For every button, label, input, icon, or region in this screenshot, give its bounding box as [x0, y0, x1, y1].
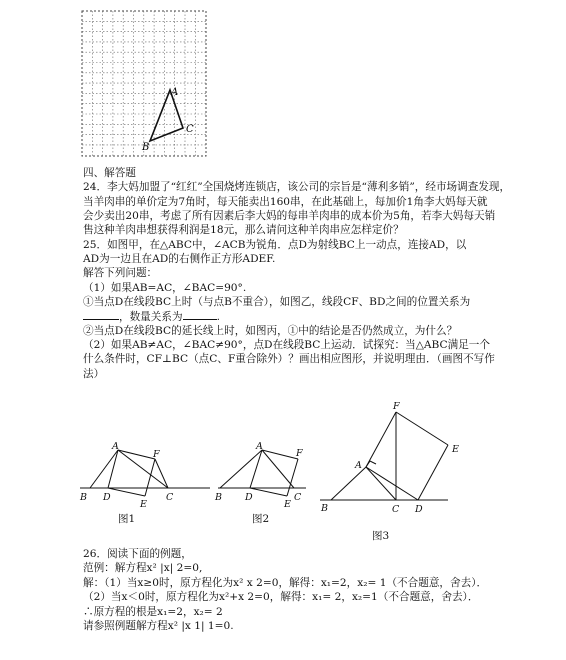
q25-part1-header: （1）如果AB=AC，∠BAC=90°. — [83, 282, 247, 294]
q24-line-4: 售这种羊肉串想获得利润是18元，那么请问这种羊肉串应怎样定价？ — [83, 224, 404, 236]
q25-line-3: 解答下列问题： — [83, 267, 158, 279]
fig1-line-de — [108, 488, 145, 496]
fig3-label-e: E — [452, 444, 459, 455]
fig2-line-de — [250, 488, 287, 496]
grid-label-a: A — [171, 87, 179, 98]
fig3-line-ed — [418, 445, 448, 500]
fig2-label-e: E — [284, 499, 291, 510]
fig3-label-b: B — [321, 503, 328, 514]
q25-part1-b: ②当点D在线段BC的延长线上时，如图丙，①中的结论是否仍然成立，为什么？ — [83, 325, 458, 337]
fig2-line-fa — [262, 450, 298, 459]
q26-solution-2: （2）当x＜0时，原方程化为x²+x 2=0，解得：x₁= 2，x₂=1（不合题意，舍去）． — [83, 591, 479, 603]
fig1-label-d: D — [103, 492, 111, 503]
figure-1 — [80, 450, 210, 496]
fig1-label-e: E — [140, 499, 147, 510]
q25-part1-a-end: . — [216, 311, 220, 323]
q25-part1-a-line1: ①当点D在线段BC上时（与点B不重合），如图乙，线段CF、BD之间的位置关系为 — [83, 296, 471, 308]
q25-part2-line-3: 法） — [83, 368, 105, 380]
fig3-label-d: D — [415, 504, 423, 515]
answer-blank-position[interactable] — [83, 310, 119, 320]
fig3-label-f: F — [393, 401, 400, 412]
q24-line-3: 会少卖出20串，考虑了所有因素后李大妈的每串羊肉串的成本价为5角，若李大妈每天销 — [83, 210, 496, 222]
fig1-caption: 图1 — [118, 513, 136, 525]
fig2-label-f: F — [296, 448, 303, 459]
q24-line-2: 当羊肉串的单价定为7角时，每天能卖出160串，在此基础上，每加价1角李大妈每天就 — [83, 196, 488, 208]
fig2-label-a: A — [256, 441, 263, 452]
q26-task: 请参照例题解方程x² |x 1| 1=0. — [83, 620, 234, 632]
q25-part2-line-1: （2）如果AB≠AC，∠BAC≠90°，点D在线段BC上运动．试探究：当△ABC满足一个 — [83, 339, 490, 351]
grid-label-b: B — [142, 142, 150, 153]
fig3-line-fe — [396, 412, 448, 445]
fig3-line-af — [366, 412, 396, 467]
fig2-line-ef — [287, 459, 298, 496]
fig2-label-b: B — [215, 492, 222, 503]
fig3-caption: 图3 — [372, 530, 390, 542]
fig2-line-ac — [262, 450, 294, 488]
q26-roots: ∴原方程的根是x₁=2，x₂= 2 — [83, 606, 223, 618]
answer-blank-quantity[interactable] — [183, 310, 217, 320]
q26-title: 26．阅读下面的例题， — [83, 548, 192, 560]
figure-2 — [218, 450, 306, 496]
fig2-label-c: C — [294, 492, 302, 503]
q25-line-2: AD为一边且在AD的右侧作正方形ADEF. — [83, 253, 276, 265]
q26-example: 范例：解方程x² |x| 2=0, — [83, 562, 203, 574]
fig2-label-d: D — [245, 492, 253, 503]
q24-line-1: 24．李大妈加盟了“红红”全国烧烤连锁店，该公司的宗旨是“薄利多销”，经市场调查发现， — [83, 181, 511, 193]
fig1-label-a: A — [112, 441, 119, 452]
fig1-line-ab — [90, 450, 118, 488]
grid-label-c: C — [186, 124, 194, 135]
q25-part2-line-2: 什么条件时，CF⊥BC（点C、F重合除外）？画出相应图形，并说明理由．（画图不写作 — [83, 353, 495, 365]
dotted-grid-figure — [82, 11, 206, 156]
section-title: 四、解答题 — [83, 167, 136, 179]
fig2-caption: 图2 — [252, 513, 270, 525]
fig3-label-c: C — [392, 504, 400, 515]
q25-part1-a-quantity-label: ，数量关系为 — [119, 311, 183, 323]
fig1-label-c: C — [166, 492, 174, 503]
fig3-label-a: A — [355, 460, 362, 471]
q25-line-1: 25．如图甲，在△ABC中，∠ACB为锐角．点D为射线BC上一动点，连接AD，以 — [83, 239, 467, 251]
q25-part1-a-line2 — [83, 310, 220, 324]
q26-solution-1: 解：（1）当x≥0时，原方程化为x² x 2=0，解得：x₁=2，x₂= 1（不合题意，舍去）． — [83, 577, 488, 589]
fig3-right-angle-mark — [366, 461, 376, 467]
figure-3 — [320, 412, 448, 500]
fig3-line-ab — [331, 467, 366, 500]
fig1-label-b: B — [80, 492, 87, 503]
fig1-line-ad — [108, 450, 118, 488]
fig1-label-f: F — [153, 449, 160, 460]
